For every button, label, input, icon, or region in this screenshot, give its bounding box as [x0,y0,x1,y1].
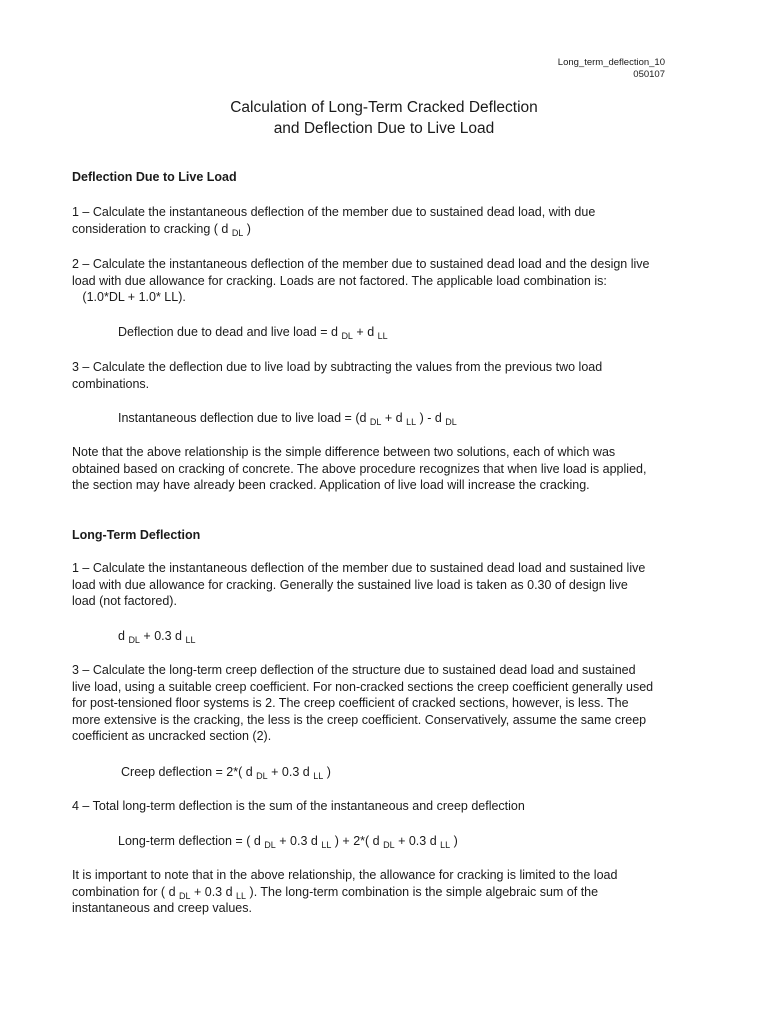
text-run: + 0.3 d [394,834,441,848]
subscript: DL [231,227,244,238]
text-run: + d [352,325,378,339]
subscript: DL [179,890,191,901]
subscript: LL [236,890,247,901]
text-run: + d [381,411,407,425]
text-line: load (not factored). [72,594,177,608]
text-line: live load, using a suitable creep coefficient. For non-cracked sections the creep coefficient generally used [72,679,654,694]
subscript: DL [445,417,457,427]
subscript: LL [321,840,332,850]
text-line: coefficient as uncracked section (2). [72,729,272,743]
text-run: + 0.3 d [275,834,322,848]
subscript: LL [406,417,417,427]
equation-live-load-deflection [118,411,457,425]
text-run: + 0.3 d [267,765,314,779]
text-line: for post-tensioned floor systems is 2. The creep coefficient of cracked sections, however, is less. The [72,696,629,710]
subscript: DL [264,840,276,850]
document-id-name: Long_term_deflection_10 [557,57,665,68]
live-load-note [72,444,696,494]
text-run: + 0.3 d [190,884,237,899]
equation-creep-deflection [121,765,331,779]
text-line: instantaneous and creep values. [72,901,252,915]
subscript: DL [383,840,395,850]
long-term-step-3 [72,662,696,745]
text-line: It is important to note that in the above relationship, the allowance for cracking is limited to the load [72,868,618,882]
text-run: d [118,629,129,643]
text-run: ). The long-term combination is the simple algebraic sum of the [246,884,599,899]
text-run: combination for ( d [72,884,179,899]
equation-dead-and-live [118,325,388,339]
equation-sustained-load [118,629,196,643]
page-title [0,97,768,139]
text-line: combinations. [72,376,150,391]
text-run: ) + 2*( d [331,834,384,848]
text-line: load with due allowance for cracking. Generally the sustained live load is taken as 0.30 of design live [72,577,628,592]
section-heading-long-term: Long-Term Deflection [72,528,201,542]
long-term-step-1 [72,560,696,610]
text-line: Note that the above relationship is the simple difference between two solutions, each of which was [72,445,616,459]
equation-long-term-deflection [118,834,458,848]
text-line: 3 – Calculate the deflection due to live load by subtracting the values from the previous two load [72,360,603,374]
subscript: LL [185,635,196,645]
text-line [72,884,696,901]
subscript: LL [440,840,451,850]
document-id [558,57,665,81]
subscript: DL [341,331,353,341]
text-line: 1 – Calculate the instantaneous deflection of the member due to sustained dead load, with due [72,205,596,219]
text-line: more extensive is the cracking, the less is the creep coefficient. Conservatively, assume the same creep [72,712,647,727]
text-run: ) [323,765,331,779]
subscript: LL [313,771,324,781]
long-term-step-4 [72,798,696,815]
text-run: ) [243,221,251,236]
long-term-final-note [72,867,696,917]
text-run: Deflection due to dead and live load = d [118,325,342,339]
text-run: Long-term deflection = ( d [118,834,265,848]
live-load-step-1 [72,204,696,237]
text-run: Instantaneous deflection due to live load = (d [118,411,370,425]
live-load-step-3 [72,359,696,392]
text-line: 4 – Total long-term deflection is the sum of the instantaneous and creep deflection [72,799,525,813]
text-run: Creep deflection = 2*( d [121,765,257,779]
text-line: 2 – Calculate the instantaneous deflection of the member due to sustained dead load and the design live [72,257,650,271]
text-run: consideration to cracking ( d [72,221,232,236]
subscript: LL [377,331,388,341]
subscript: DL [369,417,382,427]
text-run: + 0.3 d [139,629,186,643]
text-line: the section may have already been cracked. Application of live load will increase the cracking. [72,478,590,492]
text-line: obtained based on cracking of concrete. The above procedure recognizes that when live load is applied, [72,461,647,476]
subscript: DL [256,771,268,781]
text-line: (1.0*DL + 1.0* LL). [72,290,186,304]
live-load-step-2 [72,256,696,306]
text-line: 3 – Calculate the long-term creep deflection of the structure due to sustained dead load and sustained [72,663,636,677]
document-id-date: 050107 [633,69,665,80]
section-heading-live-load: Deflection Due to Live Load [72,170,237,184]
title-line-1: Calculation of Long-Term Cracked Deflection [230,99,538,116]
text-run: ) [450,834,458,848]
text-line [72,221,696,238]
text-run: ) - d [416,411,446,425]
subscript: DL [128,635,140,645]
title-line-2: and Deflection Due to Live Load [273,120,495,137]
text-line: 1 – Calculate the instantaneous deflection of the member due to sustained dead load and sustained live [72,561,646,575]
text-line: load with due allowance for cracking. Loads are not factored. The applicable load combination is: [72,273,607,288]
